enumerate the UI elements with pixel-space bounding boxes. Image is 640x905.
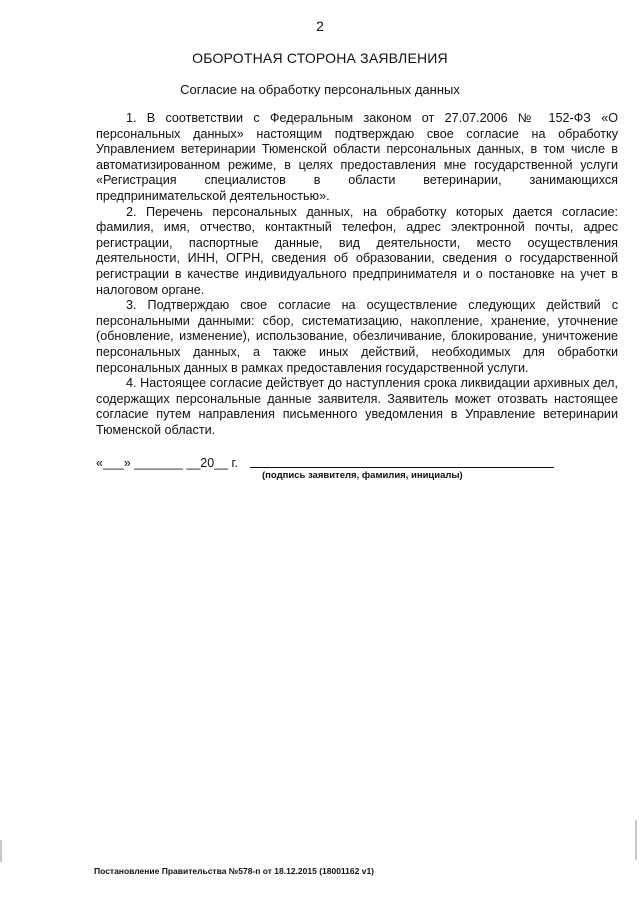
page-number: 2: [316, 18, 324, 34]
paragraph-2: 2. Перечень персональных данных, на обработку которых дается согласие: фамилия, имя, отчество, контактный телефон, адрес электронной почты, адрес регистрации, паспортные данные, вид деятельности, место осуществления деятельности, ИНН, ОГРН, сведения об образовании, сведения о государственной регистрации в качестве индивидуального предпринимателя и о постановке на учет в налоговом органе.: [96, 204, 618, 297]
signature-line: [250, 467, 554, 468]
signature-caption: (подпись заявителя, фамилия, инициалы): [262, 470, 463, 481]
paragraph-1: 1. В соответствии с Федеральным законом от 27.07.2006 № 152-ФЗ «О персональных данных» настоящим подтверждаю свое согласие на обработку Управлением ветеринарии Тюменской области персональных данных, в том числе в автоматизированном режиме, в целях предоставления мне государственной услуги «Регистрация специалистов в области ветеринарии, занимающихся предпринимательской деятельностью».: [96, 111, 618, 203]
signature-date-field: «___» _______ __20__ г.: [96, 456, 239, 470]
scan-edge-mark: [635, 820, 637, 860]
document-heading: ОБОРОТНАЯ СТОРОНА ЗАЯВЛЕНИЯ: [192, 50, 448, 66]
paragraph-4: 4. Настоящее согласие действует до наступления срока ликвидации архивных дел, содержащих персональные данные заявителя. Заявитель может отозвать настоящее согласие путем направления письменного уведомления в Управление ветеринарии Тюменской области.: [96, 376, 618, 437]
document-subheading: Согласие на обработку персональных данных: [180, 82, 460, 97]
paragraph-3: 3. Подтверждаю свое согласие на осуществление следующих действий с персональными данными: сбор, систематизацию, накопление, хранение, уточнение (обновление, изменение), использование, обезличивание, блокирование, уничтожение персональных данных, а также иных действий, необходимых для обработки персональных данных в рамках предоставления государственной услуги.: [96, 298, 618, 375]
scan-edge-mark: [0, 840, 2, 862]
footer-document-reference: Постановление Правительства №578-п от 18.12.2015 (18001162 v1): [94, 866, 375, 876]
consent-body: [96, 111, 618, 438]
